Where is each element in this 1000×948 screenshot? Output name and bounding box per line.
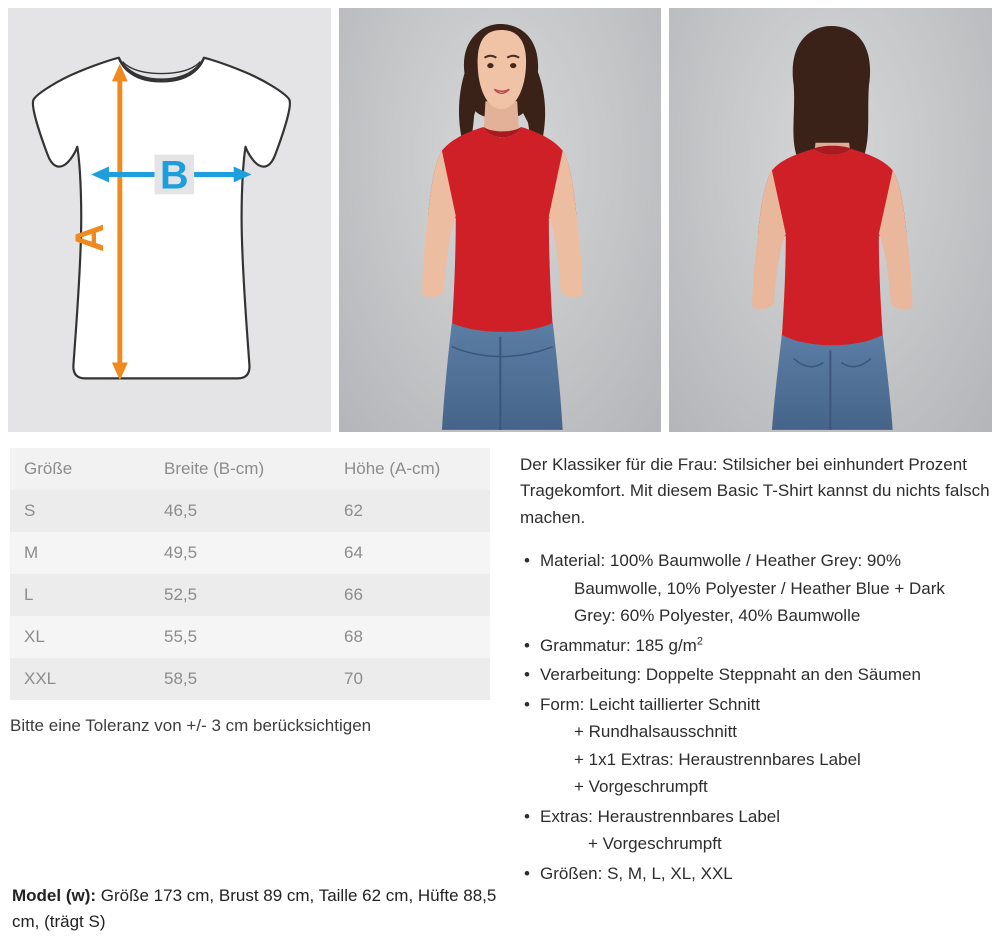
feature-text: Grammatur: 185 g/m — [540, 635, 697, 655]
cell-size: M — [10, 532, 150, 574]
model-info — [12, 883, 512, 934]
cell-height: 64 — [330, 532, 490, 574]
list-item — [538, 691, 990, 801]
cell-width: 46,5 — [150, 490, 330, 532]
table-row — [10, 616, 490, 658]
table-row — [10, 490, 490, 532]
feature-subline: Grey: 60% Polyester, 40% Baumwolle — [574, 606, 861, 626]
feature-list — [520, 547, 990, 887]
cell-width: 58,5 — [150, 658, 330, 700]
model-info-text: Größe 173 cm, Brust 89 cm, Taille 62 cm, Hüfte 88,5 cm, (trägt S) — [12, 886, 497, 931]
feature-text: Form: Leicht taillierter Schnitt — [540, 694, 761, 714]
feature-subline: + Rundhalsausschnitt — [574, 722, 738, 742]
table-row — [10, 532, 490, 574]
table-header-row — [10, 448, 490, 490]
list-item — [538, 803, 990, 858]
description-column — [520, 448, 990, 889]
feature-text: Verarbeitung: Doppelte Steppnaht an den Säumen — [540, 665, 921, 685]
product-info-section — [0, 432, 1000, 889]
cell-height: 68 — [330, 616, 490, 658]
size-table-column — [10, 448, 510, 889]
product-intro-text: Der Klassiker für die Frau: Stilsicher bei einhundert Prozent Tragekomfort. Mit diesem Basic T-Shirt kannst du nichts falsch machen. — [520, 455, 990, 527]
feature-text: Größen: S, M, L, XL, XXL — [540, 863, 733, 883]
cell-width: 49,5 — [150, 532, 330, 574]
list-item — [538, 632, 990, 660]
cell-height: 70 — [330, 658, 490, 700]
feature-subline: Baumwolle, 10% Polyester / Heather Blue + Dark — [574, 578, 945, 598]
cell-size: L — [10, 574, 150, 616]
cell-height: 62 — [330, 490, 490, 532]
cell-size: XXL — [10, 658, 150, 700]
col-header-size: Größe — [10, 448, 150, 490]
table-row — [10, 658, 490, 700]
cell-size: XL — [10, 616, 150, 658]
svg-text:A: A — [68, 223, 113, 253]
model-front-photo — [339, 8, 662, 432]
tolerance-note: Bitte eine Toleranz von +/- 3 cm berücksichtigen — [10, 716, 372, 735]
feature-text: Extras: Heraustrennbares Label — [540, 806, 781, 826]
model-info-label: Model (w): — [12, 886, 97, 905]
size-diagram-image — [8, 8, 331, 432]
model-back-photo — [669, 8, 992, 432]
list-item — [538, 661, 990, 689]
col-header-height: Höhe (A-cm) — [330, 448, 490, 490]
cell-height: 66 — [330, 574, 490, 616]
col-header-width: Breite (B-cm) — [150, 448, 330, 490]
svg-text:B: B — [159, 153, 189, 198]
table-row — [10, 574, 490, 616]
feature-subline: + Vorgeschrumpft — [574, 777, 708, 797]
size-table — [10, 448, 490, 700]
feature-superscript: 2 — [696, 634, 703, 647]
cell-size: S — [10, 490, 150, 532]
feature-text: Material: 100% Baumwolle / Heather Grey: 90% — [540, 551, 901, 571]
cell-width: 52,5 — [150, 574, 330, 616]
feature-subline: + 1x1 Extras: Heraustrennbares Label — [574, 749, 861, 769]
product-image-row — [0, 0, 1000, 432]
feature-subline: + Vorgeschrumpft — [588, 834, 722, 854]
list-item — [538, 547, 990, 630]
cell-width: 55,5 — [150, 616, 330, 658]
list-item — [538, 860, 990, 888]
